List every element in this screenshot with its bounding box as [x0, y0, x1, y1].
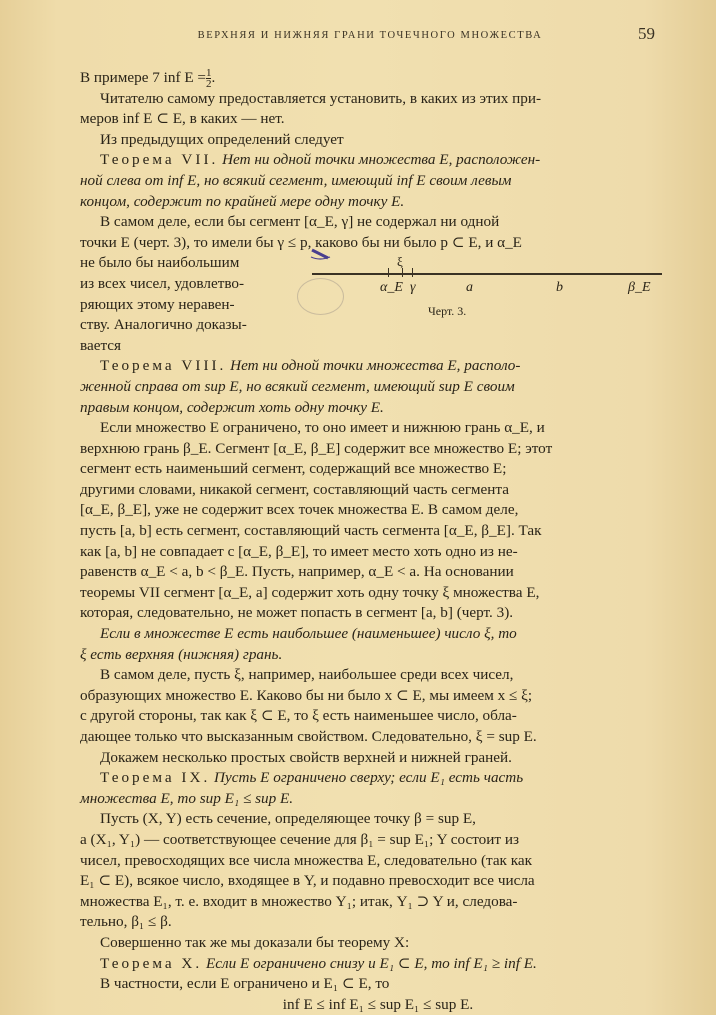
theorem-line: ной слева от inf E, но всякий сегмент, имеющий inf E своим левым: [80, 171, 512, 189]
figure-number-line: [312, 254, 672, 338]
theorem-text: Нет ни одной точки множества E, располо-: [230, 357, 521, 375]
text-line: ству. Аналогично доказы-: [80, 316, 247, 334]
theorem-line: множества E, то sup E₁ ≤ sup E.: [80, 789, 294, 807]
text-line: Докажем несколько простых свойств верхней и нижней граней.: [100, 748, 512, 766]
text-line: множества E₁, т. е. входит в множество Y₁; итак, Y₁ ⊃ Y и, следова-: [80, 892, 518, 910]
theorem-label: Теорема X.: [100, 954, 203, 972]
text-line: Совершенно так же мы доказали бы теорему X:: [100, 933, 410, 951]
text-line: В частности, если E ограничено и E₁ ⊂ E, то: [100, 975, 390, 993]
figure-caption: Черт. 3.: [428, 304, 467, 318]
theorem-text: Если E ограничено снизу и E₁ ⊂ E, то inf E₁ ≥ inf E.: [205, 954, 537, 972]
text-line: другими словами, никакой сегмент, составляющий часть сегмента: [80, 480, 509, 498]
theorem-text: Пусть E ограничено сверху; если E₁ есть часть: [214, 769, 524, 787]
text-line: пусть [a, b] есть сегмент, составляющий часть сегмента [α_E, β_E]. Так: [80, 522, 542, 540]
text-line: образующих множество E. Каково бы ни было x ⊂ E, мы имеем x ≤ ξ;: [80, 686, 533, 704]
period: .: [211, 69, 216, 86]
text-line: равенств α_E < a, b < β_E. Пусть, например, α_E < a. На основании: [80, 563, 514, 581]
theorem-10-line: [80, 954, 676, 975]
text-line: Пусть (X, Y) есть сечение, определяющее точку β = sup E,: [100, 810, 476, 828]
text-line: чисел, превосходящих все числа множества E, следовательно (так как: [80, 851, 533, 869]
proposition-line: Если в множестве E есть наибольшее (наименьшее) число ξ, то: [100, 625, 517, 643]
beta-label: β_E: [628, 280, 651, 295]
theorem-text: Нет ни одной точки множества E, расположен-: [222, 151, 541, 169]
text-line: сегмент есть наименьший сегмент, содержащий все множество E;: [80, 460, 507, 478]
page-number: 59: [638, 24, 655, 43]
text-line: [80, 68, 676, 89]
wrapped-text-column: [80, 253, 295, 356]
text-line: из всех чисел, удовлетво-: [80, 274, 245, 292]
a-label: a: [466, 280, 473, 295]
text-line: точки E (черт. 3), то имели бы γ ≤ p, каково бы ни было p ⊂ E, и α_E: [80, 233, 522, 251]
running-header: ВЕРХНЯЯ И НИЖНЯЯ ГРАНИ ТОЧЕЧНОГО МНОЖЕСТВА: [197, 30, 543, 41]
text-line: вается: [80, 336, 122, 354]
display-formula: inf E ≤ inf E₁ ≤ sup E₁ ≤ sup E.: [282, 995, 474, 1013]
text-line: Из предыдущих определений следует: [100, 130, 344, 148]
alpha-label: α_E: [380, 280, 403, 295]
example-text: В примере 7 inf E =: [80, 69, 206, 86]
number-line-axis: [312, 273, 662, 275]
theorem-9-line: [80, 768, 676, 789]
gamma-label: γ: [410, 280, 416, 295]
theorem-line: женной справа от sup E, но всякий сегмент, имеющий sup E своим: [80, 377, 515, 395]
text-line: теоремы VII сегмент [α_E, a] содержит хоть одну точку ξ множества E,: [80, 583, 540, 601]
theorem-label: Теорема VII.: [100, 151, 219, 169]
text-line: не было бы наибольшим: [80, 254, 240, 272]
text-line: верхнюю грань β_E. Сегмент [α_E, β_E] содержит все множество E; этот: [80, 439, 553, 457]
text-line: [α_E, β_E], уже не содержит всех точек множества E. В самом деле,: [80, 501, 519, 519]
tick-gamma: [412, 268, 413, 277]
text-line: Если множество E ограничено, то оно имеет и нижнюю грань α_E, и: [100, 419, 545, 437]
numerator: 1: [205, 67, 212, 79]
theorem-label: Теорема VIII.: [100, 357, 227, 375]
xi-label: ξ: [397, 254, 403, 269]
proposition-line: ξ есть верхняя (нижняя) грань.: [80, 645, 283, 663]
text-line: Читателю самому предоставляется установить, в каких из этих при-: [100, 89, 542, 107]
text-line: а (X₁, Y₁) — соответствующее сечение для β₁ = sup E₁; Y состоит из: [80, 830, 519, 848]
theorem-label: Теорема IX.: [100, 769, 211, 787]
b-label: b: [556, 280, 563, 295]
text-line: с другой стороны, так как ξ ⊂ E, то ξ есть наименьшее число, обла-: [80, 707, 517, 725]
theorem-line: правым концом, содержит хоть одну точку E.: [80, 398, 384, 416]
theorem-8-line: [80, 356, 676, 377]
pencil-mark-icon: [308, 247, 334, 261]
text-line: В самом деле, пусть ξ, например, наибольшее среди всех чисел,: [100, 666, 514, 684]
tick-alpha: [388, 268, 389, 277]
page-body: [80, 68, 676, 1015]
text-line: ряющих этому неравен-: [80, 295, 235, 313]
text-line: как [a, b] не совпадает с [α_E, β_E], то имеет место хоть одно из не-: [80, 542, 518, 560]
text-line: дающее только что высказанным свойством. Следовательно, ξ = sup E.: [80, 728, 537, 745]
text-line: которая, следовательно, не может попасть в сегмент [a, b] (черт. 3).: [80, 604, 514, 622]
theorem-7-line: [80, 150, 676, 171]
text-line: E₁ ⊂ E), всякое число, входящее в Y, и подавно превосходит все числа: [80, 872, 535, 890]
denominator: 2: [205, 78, 212, 90]
text-line: меров inf E ⊂ E, в каких — нет.: [80, 110, 285, 128]
theorem-line: концом, содержит по крайней мере одну точку E.: [80, 192, 405, 210]
text-line: В самом деле, если бы сегмент [α_E, γ] не содержал ни одной: [100, 213, 500, 231]
text-line: тельно, β₁ ≤ β.: [80, 913, 172, 931]
